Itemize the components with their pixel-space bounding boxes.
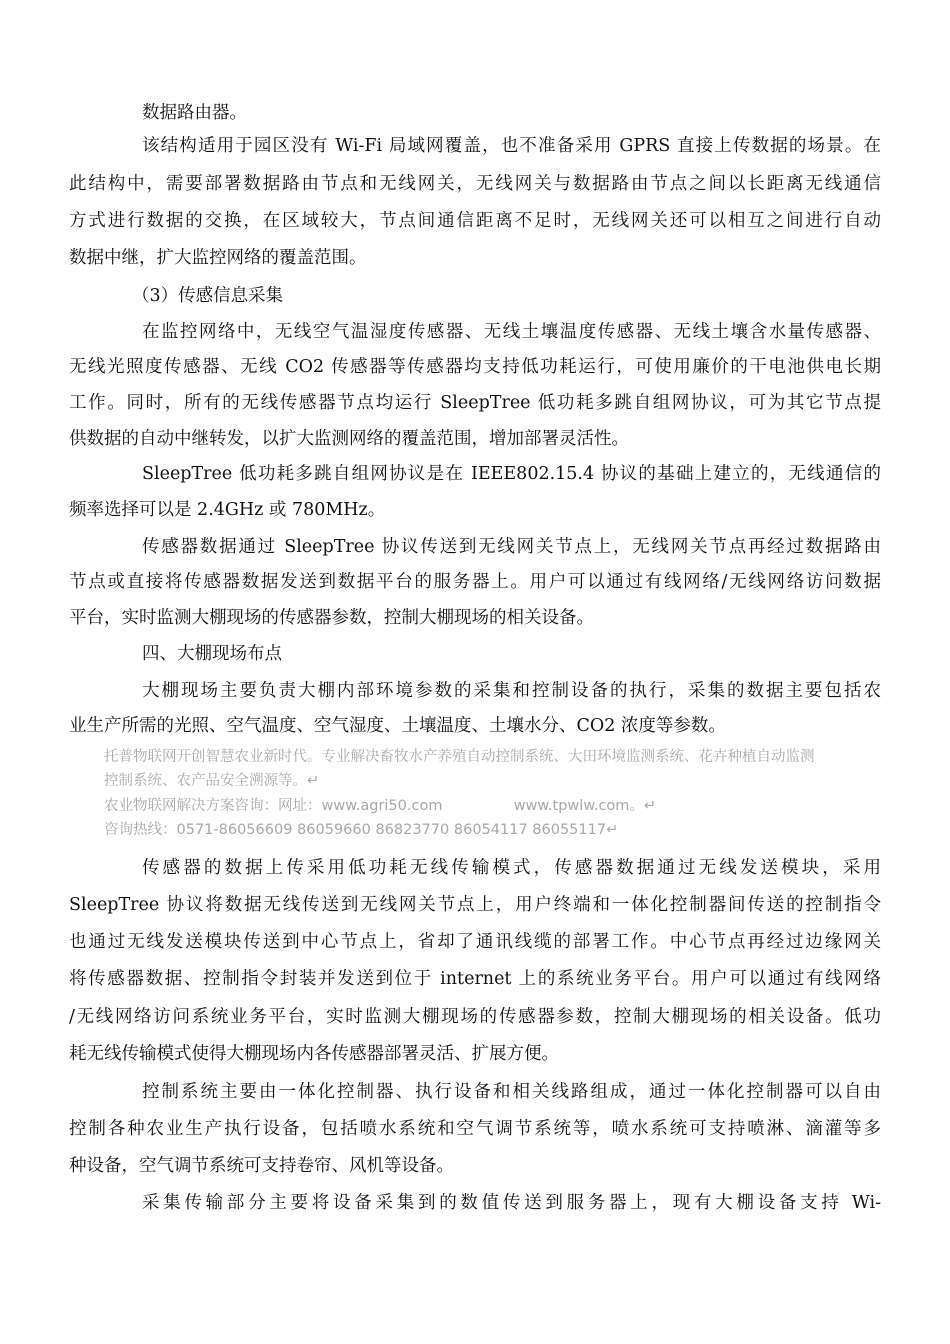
text-line: 节点或直接将传感器数据发送到数据平台的服务器上。用户可以通过有线网络/无线网络访问数据 [69, 572, 881, 592]
text-line: 耗无线传输模式使得大棚现场内各传感器部署灵活、扩展方便。 [69, 1044, 559, 1064]
text-line: 在监控网络中，无线空气温湿度传感器、无线土壤温度传感器、无线土壤含水量传感器、 [142, 322, 881, 342]
text-line: 大棚现场主要负责大棚内部环境参数的采集和控制设备的执行，采集的数据主要包括农 [142, 681, 881, 701]
notice-line: 托普物联网开创智慧农业新时代。专业解决畜牧水产养殖自动控制系统、大田环境监测系统、花卉种植自动监测 [104, 749, 815, 765]
text-line: 传感器数据通过 SleepTree 协议传送到无线网关节点上，无线网关节点再经过数据路由 [142, 537, 881, 557]
text-line: 工作。同时，所有的无线传感器节点均运行 SleepTree 低功耗多跳自组网协议，可为其它节点提 [69, 393, 881, 413]
text-line: /无线网络访问系统业务平台，实时监测大棚现场的传感器参数，控制大棚现场的相关设备。低功 [69, 1007, 881, 1027]
notice-line: 咨询热线：0571-86056609 86059660 86823770 86054117 86055117↵ [104, 822, 619, 838]
text-line: 控制各种农业生产执行设备，包括喷水系统和空气调节系统等，喷水系统可支持喷淋、滴灌等多 [69, 1119, 881, 1139]
section-heading: 四、大棚现场布点 [142, 644, 282, 664]
text-line: 传感器的数据上传采用低功耗无线传输模式，传感器数据通过无线发送模块，采用 [142, 858, 881, 878]
text-line: 采集传输部分主要将设备采集到的数值传送到服务器上，现有大棚设备支持 Wi- [142, 1193, 881, 1213]
text-line: 将传感器数据、控制指令封装并发送到位于 internet 上的系统业务平台。用户可以通过有线网络 [69, 969, 881, 989]
text-line: SleepTree 协议将数据无线传送到无线网关节点上，用户终端和一体化控制器间传送的控制指令 [69, 895, 881, 915]
text-line: 方式进行数据的交换，在区域较大，节点间通信距离不足时，无线网关还可以相互之间进行自动 [69, 211, 881, 231]
notice-url: www.tpwlw.com。↵ [513, 798, 657, 814]
text-line: 也通过无线发送模块传送到中心节点上，省却了通讯线缆的部署工作。中心节点再经过边缘网关 [69, 932, 881, 952]
text-line: SleepTree 低功耗多跳自组网协议是在 IEEE802.15.4 协议的基础上建立的，无线通信的 [142, 464, 881, 484]
text-line: 业生产所需的光照、空气温度、空气湿度、土壤温度、土壤水分、CO2 浓度等参数。 [69, 716, 726, 736]
notice-line [104, 795, 904, 817]
text-line: 供数据的自动中继转发，以扩大监测网络的覆盖范围，增加部署灵活性。 [69, 429, 629, 449]
text-line: 该结构适用于园区没有 Wi-Fi 局域网覆盖，也不准备采用 GPRS 直接上传数据的场景。在 [142, 136, 881, 156]
text-line: 数据路由器。 [142, 103, 247, 123]
notice-line: 控制系统、农产品安全溯源等。↵ [104, 773, 320, 789]
text-line: 无线光照度传感器、无线 CO2 传感器等传感器均支持低功耗运行，可使用廉价的干电池供电长期 [69, 357, 881, 377]
text-line: 种设备，空气调节系统可支持卷帘、风机等设备。 [69, 1156, 454, 1176]
text-line: 此结构中，需要部署数据路由节点和无线网关，无线网关与数据路由节点之间以长距离无线通信 [69, 174, 881, 194]
text-line: 数据中继，扩大监控网络的覆盖范围。 [69, 248, 367, 268]
text-line: 控制系统主要由一体化控制器、执行设备和相关线路组成，通过一体化控制器可以自由 [142, 1082, 881, 1102]
section-heading: （3）传感信息采集 [132, 286, 284, 306]
text-line: 平台，实时监测大棚现场的传感器参数，控制大棚现场的相关设备。 [69, 608, 594, 628]
text-line: 频率选择可以是 2.4GHz 或 780MHz。 [69, 500, 386, 520]
notice-url: 农业物联网解决方案咨询：网址：www.agri50.com [104, 798, 443, 814]
